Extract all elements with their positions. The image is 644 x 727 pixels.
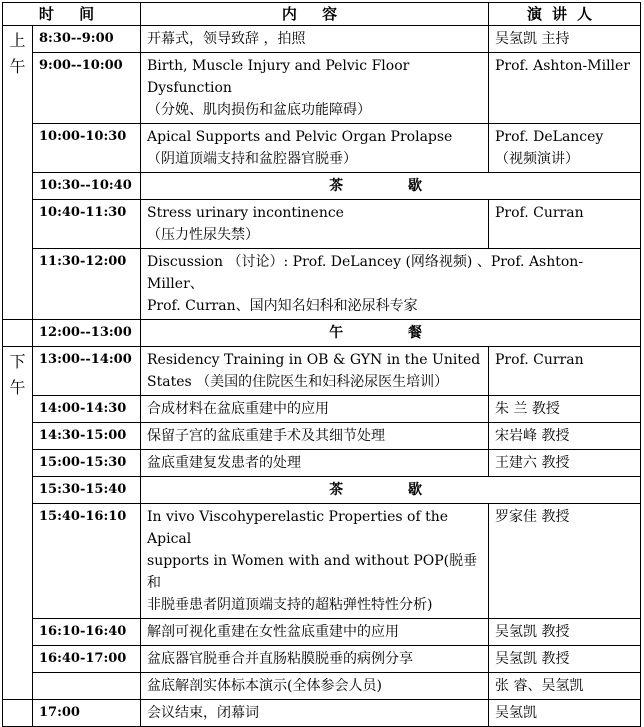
speaker-cell <box>489 646 641 673</box>
session-char: 上 <box>9 31 26 50</box>
time-cell: 16:10-16:40 <box>33 619 141 646</box>
speaker-cell <box>489 26 641 53</box>
speaker-cell <box>489 423 641 450</box>
text-line: 非脱垂患者阴道顶端支持的超粘弹性特性分析) <box>147 597 433 613</box>
speaker-cell <box>489 396 641 423</box>
schedule-row <box>3 423 641 450</box>
text-line: 开幕式，领导致辞 ，拍照 <box>147 31 306 47</box>
text-line: 朱 兰 教授 <box>495 401 560 417</box>
schedule-row <box>3 347 641 396</box>
text-line: 茶 歇 <box>329 178 452 194</box>
time-cell <box>33 673 141 700</box>
content-cell <box>141 249 641 320</box>
text-line: 茶 歇 <box>329 482 452 498</box>
header-time: 时 间 <box>3 3 141 26</box>
content-cell <box>141 320 641 347</box>
text-line: （阴道顶端支持和盆腔器官脱垂） <box>147 151 358 167</box>
text-line: 解剖可视化重建在女性盆底重建中的应用 <box>147 624 400 640</box>
content-cell <box>141 700 489 727</box>
session-char: 午 <box>9 57 26 76</box>
time-cell: 10:30--10:40 <box>33 173 141 200</box>
speaker-cell <box>489 450 641 477</box>
text-line: 吴氢凯 教授 <box>495 624 570 640</box>
schedule-row <box>3 53 641 124</box>
text-line: 吴氢凯 主持 <box>495 31 570 47</box>
text-line: 合成材料在盆底重建中的应用 <box>147 401 330 417</box>
text-line: 盆底重建复发患者的处理 <box>147 455 302 471</box>
time-cell: 10:00-10:30 <box>33 124 141 173</box>
text-line: 盆底器官脱垂合并直肠粘膜脱垂的病例分享 <box>147 651 414 667</box>
speaker-cell <box>489 124 641 173</box>
content-cell <box>141 423 489 450</box>
text-line: Birth, Muscle Injury and Pelvic Floor Dysfunction <box>147 58 410 96</box>
session-blank <box>3 320 33 347</box>
schedule-row <box>3 124 641 173</box>
time-cell: 17:00 <box>33 700 141 727</box>
text-line: Prof. Curran <box>495 352 584 368</box>
text-line: 王建六 教授 <box>495 455 570 471</box>
break-row <box>3 173 641 200</box>
content-cell <box>141 673 489 700</box>
text-line: supports in Women with and without POP(脱垂和 <box>147 553 478 591</box>
time-cell: 13:00--14:00 <box>33 347 141 396</box>
schedule-table <box>2 2 641 727</box>
schedule-row <box>3 619 641 646</box>
schedule-row <box>3 450 641 477</box>
text-line: States （美国的住院医生和妇科泌尿医生培训） <box>147 374 449 390</box>
content-cell <box>141 26 489 53</box>
content-cell <box>141 504 489 619</box>
text-line: 宋岩峰 教授 <box>495 428 570 444</box>
text-line: Prof. DeLancey <box>495 129 604 145</box>
text-line: Prof. Curran、国内知名妇科和泌尿科专家 <box>147 298 418 314</box>
session-blank <box>3 700 33 727</box>
time-cell: 8:30--9:00 <box>33 26 141 53</box>
text-line: Residency Training in OB & GYN in the United <box>147 352 481 368</box>
text-line: Discussion （讨论）: Prof. DeLancey (网络视频) 、Prof. Ashton-Miller、 <box>147 254 584 292</box>
content-cell <box>141 347 489 396</box>
break-row <box>3 320 641 347</box>
content-cell <box>141 53 489 124</box>
speaker-cell <box>489 53 641 124</box>
schedule-row <box>3 504 641 619</box>
speaker-cell <box>489 347 641 396</box>
time-cell: 15:40-16:10 <box>33 504 141 619</box>
text-line: In vivo Viscohyperelastic Properties of the Apical <box>147 509 449 547</box>
content-cell <box>141 477 641 504</box>
content-cell <box>141 396 489 423</box>
schedule-row <box>3 646 641 673</box>
schedule-row <box>3 249 641 320</box>
time-cell: 16:40-17:00 <box>33 646 141 673</box>
header-row <box>3 3 641 26</box>
text-line: Stress urinary incontinence <box>147 205 344 221</box>
time-cell: 10:40-11:30 <box>33 200 141 249</box>
time-cell: 14:30-15:00 <box>33 423 141 450</box>
text-line: Apical Supports and Pelvic Organ Prolapse <box>147 129 453 145</box>
text-line: 吴氢凯 <box>495 705 538 721</box>
text-line: Prof. Curran <box>495 205 584 221</box>
text-line: 保留子宫的盆底重建手术及其细节处理 <box>147 428 386 444</box>
schedule-row <box>3 673 641 700</box>
text-line: （视频演讲） <box>495 151 580 167</box>
text-line: Prof. Ashton-Miller <box>495 58 630 74</box>
text-line: （分娩、肌肉损伤和盆底功能障碍） <box>147 102 372 118</box>
content-cell <box>141 124 489 173</box>
content-cell <box>141 646 489 673</box>
session-char: 午 <box>9 378 26 397</box>
text-line: 吴氢凯 教授 <box>495 651 570 667</box>
speaker-cell <box>489 673 641 700</box>
text-line: （压力性尿失禁） <box>147 227 260 243</box>
schedule-row <box>3 26 641 53</box>
header-content: 内 容 <box>141 3 489 26</box>
text-line: 张 睿、吴氢凯 <box>495 678 584 694</box>
schedule-row <box>3 200 641 249</box>
break-row <box>3 477 641 504</box>
time-cell: 9:00--10:00 <box>33 53 141 124</box>
session-label-pm <box>3 347 33 700</box>
session-label-am <box>3 26 33 320</box>
time-cell: 15:00-15:30 <box>33 450 141 477</box>
speaker-cell <box>489 700 641 727</box>
content-cell <box>141 200 489 249</box>
text-line: 会议结束，闭幕词 <box>147 705 260 721</box>
speaker-cell <box>489 200 641 249</box>
content-cell <box>141 173 641 200</box>
text-line: 盆底解剖实体标本演示(全体参会人员) <box>147 678 382 694</box>
schedule-row <box>3 396 641 423</box>
time-cell: 12:00--13:00 <box>33 320 141 347</box>
session-char: 下 <box>9 352 26 371</box>
text-line: 罗家佳 教授 <box>495 509 570 525</box>
schedule-row <box>3 700 641 727</box>
time-cell: 11:30-12:00 <box>33 249 141 320</box>
content-cell <box>141 450 489 477</box>
header-speaker: 演讲人 <box>489 3 641 26</box>
speaker-cell <box>489 504 641 619</box>
text-line: 午 餐 <box>329 325 452 341</box>
content-cell <box>141 619 489 646</box>
time-cell: 15:30-15:40 <box>33 477 141 504</box>
time-cell: 14:00-14:30 <box>33 396 141 423</box>
speaker-cell <box>489 619 641 646</box>
